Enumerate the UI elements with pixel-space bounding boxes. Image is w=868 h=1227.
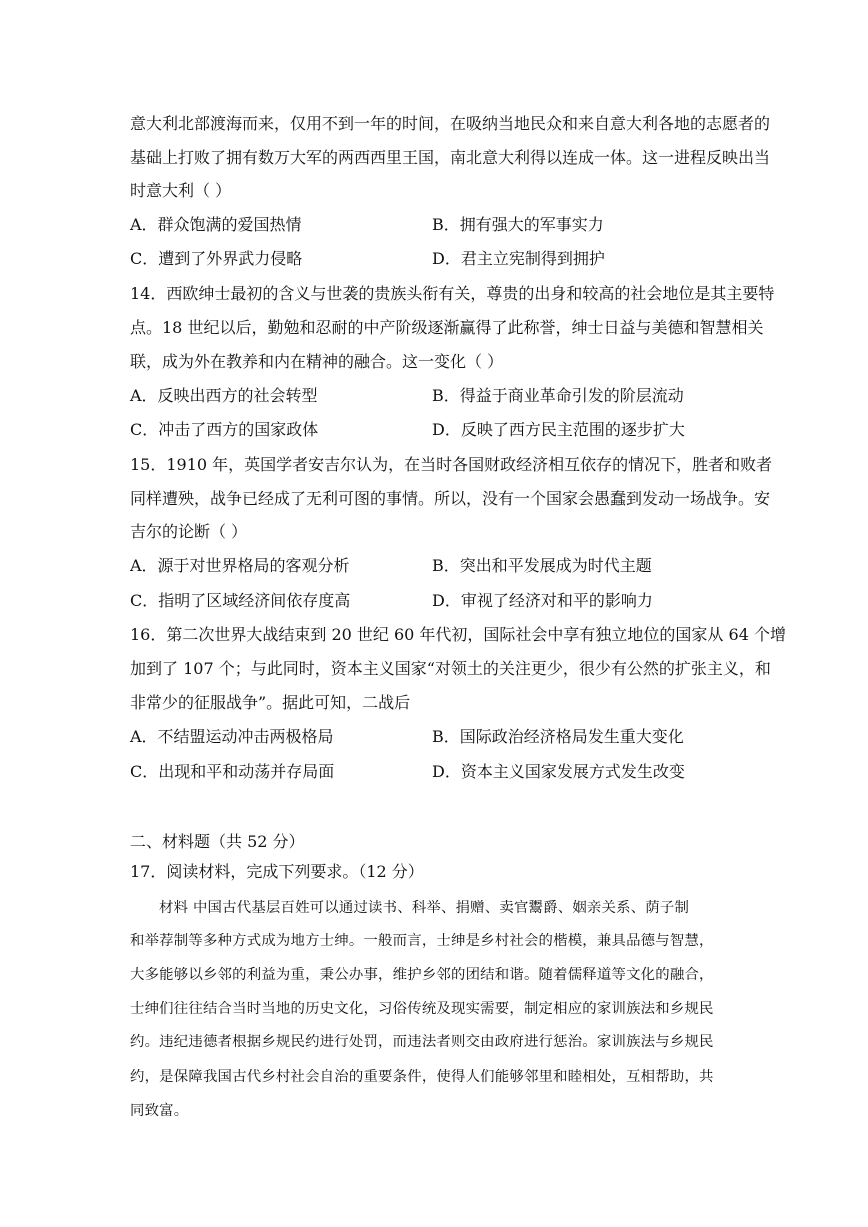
- material-line-7: 同致富。: [130, 1103, 189, 1119]
- question-15-option-b: B．突出和平发展成为时代主题: [432, 556, 652, 575]
- question-14-option-a: A．反映出西方的社会转型: [130, 386, 318, 405]
- question-13-option-d: D．君主立宪制得到拥护: [432, 249, 605, 268]
- material-line-6: 约，是保障我国古代乡村社会自治的重要条件，使得人们能够邻里和睦相处，互相帮助，共: [130, 1069, 714, 1085]
- question-13-line-2: 基础上打败了拥有数万大军的两西西里王国，南北意大利得以连成一体。这一进程反映出当: [130, 148, 771, 167]
- question-13-line-1: 意大利北部渡海而来，仅用不到一年的时间，在吸纳当地民众和来自意大利各地的志愿者的: [130, 114, 771, 133]
- question-14-option-b: B．得益于商业革命引发的阶层流动: [432, 386, 684, 405]
- question-14-line-3: 联，成为外在教养和内在精神的融合。这一变化（ ）: [130, 352, 504, 371]
- question-15-option-c: C．指明了区域经济间依存度高: [130, 591, 351, 610]
- question-13-option-a: A．群众饱满的爱国热情: [130, 215, 302, 234]
- question-15-option-a: A．源于对世界格局的客观分析: [130, 556, 350, 575]
- question-16-option-c: C．出现和平和动荡并存局面: [130, 762, 335, 781]
- question-13-line-3: 时意大利（ ）: [130, 181, 232, 200]
- material-line-1: 材料 中国古代基层百姓可以通过读书、科举、捐赠、卖官鬻爵、姻亲关系、荫子制: [159, 900, 690, 916]
- question-16-option-d: D．资本主义国家发展方式发生改变: [432, 762, 685, 781]
- question-16-option-b: B．国际政治经济格局发生重大变化: [432, 727, 684, 746]
- question-13-option-b: B．拥有强大的军事实力: [432, 215, 604, 234]
- question-16-option-a: A．不结盟运动冲击两极格局: [130, 727, 334, 746]
- question-15-line-1: 15．1910 年，英国学者安吉尔认为，在当时各国财政经济相互依存的情况下，胜者和败者: [130, 455, 773, 474]
- question-14-option-d: D．反映了西方民主范围的逐步扩大: [432, 420, 685, 439]
- question-13-option-c: C．遭到了外界武力侵略: [130, 249, 303, 268]
- question-15-line-2: 同样遭殃，战争已经成了无利可图的事情。所以，没有一个国家会愚蠢到发动一场战争。安: [130, 489, 771, 508]
- question-16-line-1: 16．第二次世界大战结束到 20 世纪 60 年代初，国际社会中享有独立地位的国家从 64 个增: [130, 625, 786, 644]
- question-17-prompt: 17．阅读材料，完成下列要求。（12 分）: [130, 862, 424, 881]
- material-line-5: 约。违纪违德者根据乡规民约进行处罚，而违法者则交由政府进行惩治。家训族法与乡规民: [130, 1034, 714, 1050]
- question-14-option-c: C．冲击了西方的国家政体: [130, 420, 319, 439]
- question-14-line-1: 14．西欧绅士最初的含义与世袭的贵族头衔有关，尊贵的出身和较高的社会地位是其主要特: [130, 284, 775, 303]
- question-14-line-2: 点。18 世纪以后，勤勉和忍耐的中产阶级逐渐赢得了此称誉，绅士日益与美德和智慧相关: [130, 318, 764, 337]
- question-15-line-3: 吉尔的论断（ ）: [130, 522, 248, 541]
- question-15-option-d: D．审视了经济对和平的影响力: [432, 591, 653, 610]
- material-line-2: 和举荐制等多种方式成为地方士绅。一般而言，士绅是乡村社会的楷模，兼具品德与智慧，: [130, 933, 714, 949]
- question-16-line-2: 加到了 107 个；与此同时，资本主义国家“对领土的关注更少，很少有公然的扩张主义，和: [130, 659, 771, 678]
- section-heading: 二、材料题（共 52 分）: [130, 832, 305, 851]
- question-16-line-3: 非常少的征服战争”。据此可知，二战后: [130, 693, 411, 712]
- material-line-3: 大多能够以乡邻的利益为重，秉公办事，维护乡邻的团结和谐。随着儒释道等文化的融合，: [130, 967, 714, 983]
- material-line-4: 士绅们往往结合当时当地的历史文化，习俗传统及现实需要，制定相应的家训族法和乡规民: [130, 1001, 714, 1017]
